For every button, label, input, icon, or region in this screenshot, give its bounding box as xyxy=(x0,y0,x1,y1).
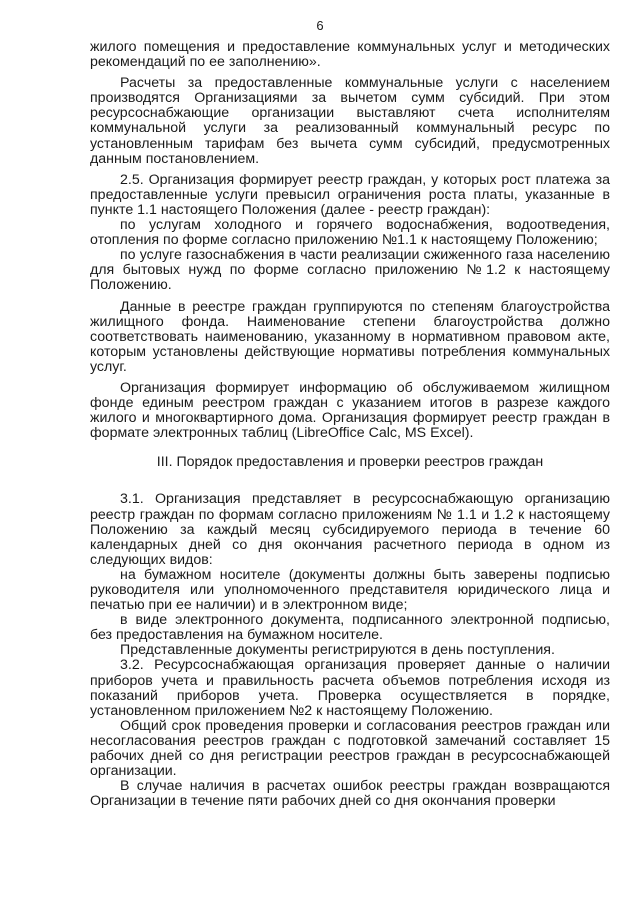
paragraph: в виде электронного документа, подписанного электронной подписью, без предоставления на бумажном носителе. xyxy=(90,612,610,644)
section-heading: III. Порядок предоставления и проверки реестров граждан xyxy=(156,454,544,471)
paragraph: по услуге газоснабжения в части реализации сжиженного газа населению для бытовых нужд по форме согласно приложению №1.2 к настоящему Положению. xyxy=(90,247,610,294)
paragraph: Представленные документы регистрируются в день поступления. xyxy=(120,642,555,659)
paragraph: Данные в реестре граждан группируются по степеням благоустройства жилищного фонда. Наименование степени благоустройства должно соответствовать наименованию, указанному в нормативном правовом акте, которым установлены действующие нормативы потребления коммунальных услуг. xyxy=(90,298,610,375)
paragraph: Организация формирует информацию об обслуживаемом жилищном фонде единым реестром граждан с указанием итогов в разрезе каждого жилого и многоквартирного дома. Организация формирует реестр граждан в формате электронных таблиц (LibreOffice Calc, MS Excel). xyxy=(90,379,610,442)
paragraph: В случае наличия в расчетах ошибок реестры граждан возвращаются Организации в течение пяти рабочих дней со дня окончания проверки xyxy=(90,778,610,810)
paragraph: Общий срок проведения проверки и согласования реестров граждан или несогласования реестров граждан с подготовкой замечаний составляет 15 рабочих дней со дня регистрации реестров граждан в ресурсоснабжающей организации. xyxy=(90,717,610,780)
paragraph: 3.2. Ресурсоснабжающая организация проверяет данные о наличии приборов учета и правильность расчета объемов потребления исходя из показаний приборов учета. Проверка осуществляется в порядке, установленном приложением №2 к настоящему Положению. xyxy=(90,657,610,719)
paragraph: 3.1. Организация представляет в ресурсоснабжающую организацию реестр граждан по формам согласно приложениям № 1.1 и 1.2 к настоящему Положению за каждый месяц субсидируемого периода в течение 60 календарных дней со дня окончания расчетного периода в одном из следующих видов: xyxy=(90,491,610,568)
paragraph: на бумажном носителе (документы должны быть заверены подписью руководителя или уполномоченного представителя юридического лица и печатью при ее наличии) и в электронном виде; xyxy=(90,566,610,614)
paragraph: жилого помещения и предоставление коммунальных услуг и методических рекомендаций по ее заполнению». xyxy=(90,39,610,71)
paragraph: по услугам холодного и горячего водоснабжения, водоотведения, отопления по форме согласно приложению №1.1 к настоящему Положению; xyxy=(90,217,610,249)
document-body xyxy=(90,40,610,809)
paragraph: Расчеты за предоставленные коммунальные услуги с населением производятся Организациями за вычетом сумм субсидий. При этом ресурсоснабжающие организации выставляют счета исполнителям коммунальной услуги за реализованный коммунальный ресурс по установленным тарифам без вычета сумм субсидий, предусмотренных данным постановлением. xyxy=(90,75,610,167)
page-number: 6 xyxy=(316,18,324,33)
paragraph: 2.5. Организация формирует реестр граждан, у которых рост платежа за предоставленные услуги превысил ограничения роста платы, указанные в пункте 1.1 настоящего Положения (далее - реестр граждан): xyxy=(90,171,610,218)
